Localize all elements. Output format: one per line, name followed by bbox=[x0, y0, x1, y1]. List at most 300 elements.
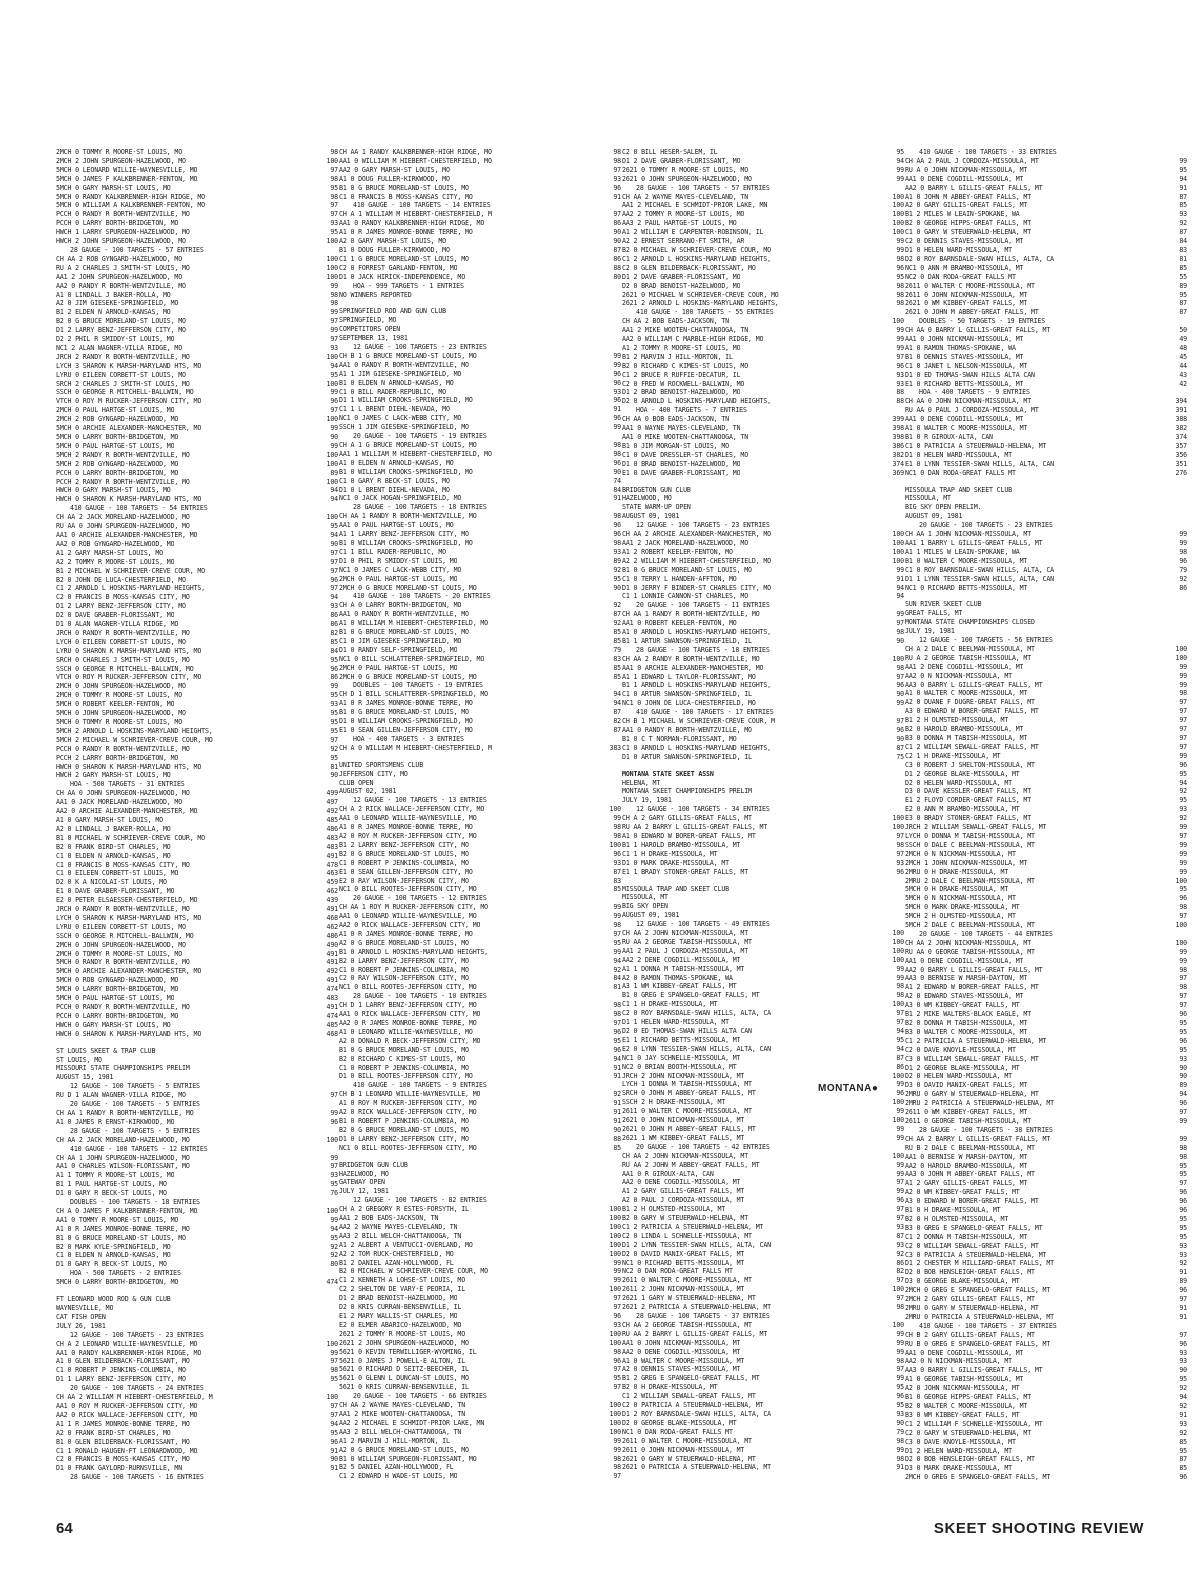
result-text: 20 GAUGE - 100 TARGETS - 42 ENTRIES bbox=[636, 1142, 770, 1151]
result-score: 99 bbox=[330, 1348, 338, 1357]
result-text: MONTANA SKEET CHAMPIONSHIPS PRELIM bbox=[622, 787, 752, 796]
result-score: 85 bbox=[1179, 1437, 1187, 1446]
result-text: 2621 0 PATRICIA A STEUERWALD-HELENA, MT bbox=[622, 1463, 771, 1472]
result-line bbox=[622, 326, 904, 335]
result-score: 99 bbox=[330, 308, 338, 317]
result-text: 5MCH 0 H DRAKE-MISSOULA, MT bbox=[905, 885, 1009, 894]
result-line bbox=[622, 859, 904, 868]
result-score: 357 bbox=[1175, 441, 1187, 450]
result-text: CH AA 2 PAUL J CORDOZA-MISSOULA, MT bbox=[905, 156, 1039, 165]
result-text: RU AA 2 JOHN M ABBEY-GREAT FALLS, MT bbox=[622, 1160, 760, 1169]
section-line bbox=[622, 494, 904, 503]
result-score: 459 bbox=[326, 878, 338, 887]
result-score: 100 bbox=[326, 352, 338, 361]
result-score: 100 bbox=[892, 317, 904, 326]
result-text: A1 1 TOMMY R MOORE-ST LOUIS, MO bbox=[56, 1171, 175, 1180]
result-line bbox=[622, 1267, 904, 1276]
result-text: C2 0 FRED W ROCKWELL-BALLWIN, MO bbox=[622, 379, 745, 388]
result-line bbox=[56, 923, 338, 932]
result-line bbox=[339, 1223, 621, 1232]
result-line bbox=[905, 743, 1187, 752]
result-text: NC2 0 DAN RODA-GREAT FALLS MT bbox=[905, 272, 1016, 281]
result-line bbox=[905, 246, 1187, 255]
result-line bbox=[622, 291, 904, 300]
result-text: 12 GAUGE - 100 TARGETS - 49 ENTRIES bbox=[636, 920, 770, 929]
result-line bbox=[905, 663, 1187, 672]
result-line bbox=[56, 1455, 338, 1464]
result-score: 99 bbox=[1179, 867, 1187, 876]
result-score: 98 bbox=[896, 1356, 904, 1365]
result-line bbox=[339, 521, 621, 530]
result-score: 394 bbox=[1175, 397, 1187, 406]
result-text: AA2 0 N NICKMAN-MISSOULA, MT bbox=[905, 671, 1012, 680]
result-text: A3 0 EDWARD W BORER-GREAT FALLS, MT bbox=[905, 1197, 1039, 1206]
result-text: AA2 0 RANDY R BORTH-WENTZVILLE, MO bbox=[56, 281, 186, 290]
result-text: CH AA 2 WAYNE MAYES-CLEVELAND, TN bbox=[339, 1401, 466, 1410]
result-text: B1 0 ROBERT P JENKINS-COLUMBIA, MO bbox=[339, 1116, 469, 1125]
result-text: NC1 0 JAMES C LACK-WEBB CITY, MO bbox=[339, 414, 462, 423]
result-score: 96 bbox=[896, 1196, 904, 1205]
result-line bbox=[905, 282, 1187, 291]
result-text: CH B 1 MICHAEL W SCHRIEVER-CREVE COUR, M bbox=[622, 717, 775, 726]
result-score: 82 bbox=[613, 717, 621, 726]
result-score: 96 bbox=[330, 397, 338, 406]
result-line bbox=[56, 531, 338, 540]
result-line bbox=[56, 495, 338, 504]
result-score: 96 bbox=[613, 369, 621, 378]
result-text: B1 0 JIM MORGAN-ST LOUIS, MO bbox=[622, 441, 729, 450]
result-text: 5MCH 0 TOMMY R MOORE-ST LOUIS, MO bbox=[56, 718, 183, 726]
result-text: AA2 0 N NICKMAN-MISSOULA, MT bbox=[905, 1357, 1012, 1366]
result-score: 96 bbox=[330, 1117, 338, 1126]
result-line bbox=[905, 184, 1187, 193]
result-score: 95 bbox=[330, 691, 338, 700]
result-text: AA1 0 ROY M RUCKER-JEFFERSON CITY, MO bbox=[56, 1401, 198, 1410]
result-score: 97 bbox=[896, 1214, 904, 1223]
result-line bbox=[56, 941, 338, 950]
result-score: 93 bbox=[896, 1222, 904, 1231]
result-text: A1 0 JAMES R ERNST-KIRKWOOD, MO bbox=[56, 1117, 175, 1126]
section-line bbox=[56, 1056, 338, 1065]
result-text: 2MCH 0 GREG E SPANGELO-GREAT FALLS, MT bbox=[905, 1473, 1051, 1482]
result-text: D2 0 KRIS CURRAN-BENSENVILLE, IL bbox=[339, 1303, 462, 1312]
result-text: RU D 1 ALAN WAGNER-VILLA RIDGE, MO bbox=[56, 1091, 186, 1100]
result-score: 92 bbox=[613, 601, 621, 610]
result-line bbox=[622, 539, 904, 548]
result-text: CH D 1 LARRY BENZ-JEFFERSON CITY, MO bbox=[339, 1001, 477, 1010]
result-line bbox=[339, 246, 621, 255]
result-line bbox=[56, 1003, 338, 1012]
result-score: 100 bbox=[1175, 653, 1187, 662]
result-line bbox=[56, 397, 338, 406]
result-text: AUGUST 09, 1981 bbox=[622, 911, 680, 920]
result-text: D1 0 BRAD BENOIST-HAZELWOOD, MO bbox=[622, 459, 741, 468]
result-line bbox=[56, 362, 338, 371]
result-text: D3 0 GEORGE BLAKE-MISSOULA, MT bbox=[905, 1277, 1020, 1286]
result-score: 90 bbox=[613, 1125, 621, 1134]
result-text: A1 2 GARY MARSH-ST LOUIS, MO bbox=[56, 548, 163, 557]
result-line bbox=[905, 689, 1187, 698]
result-text: MONTANA STATE SKEET ASSN bbox=[622, 769, 714, 778]
result-score: 96 bbox=[1179, 894, 1187, 903]
result-text: B1 0 GEORGE HIPPS-GREAT FALLS, MT bbox=[905, 1393, 1032, 1402]
section-line bbox=[339, 316, 621, 325]
result-line bbox=[622, 415, 904, 424]
result-text: 5MCH 2 ROB GYNGARD-HAZELWOOD, MO bbox=[56, 459, 179, 468]
result-line bbox=[905, 166, 1187, 175]
result-line bbox=[339, 1010, 621, 1019]
result-text: D1 2 DAVE GRABER-FLORISSANT, MO bbox=[622, 156, 741, 165]
result-line bbox=[622, 1161, 904, 1170]
result-text: 5MCH 0 JAMES F KALKBRENNER-FENTON, MO bbox=[56, 174, 198, 183]
result-text: RU B 2 DALE C BEELMAN-MISSOULA, MT bbox=[905, 1143, 1035, 1152]
result-line bbox=[339, 193, 621, 202]
result-text: B2 0 G BRUCE MORELAND-ST LOUIS, MO bbox=[339, 1125, 469, 1134]
result-line bbox=[905, 983, 1187, 992]
section-line bbox=[622, 521, 904, 530]
result-text: A1 1 LARRY BENZ-JEFFERSON CITY, MO bbox=[339, 530, 469, 539]
result-score: 100 bbox=[609, 1418, 621, 1427]
result-text: 28 GAUGE - 100 TARGETS - 16 ENTRIES bbox=[70, 1473, 204, 1482]
result-score: 100 bbox=[1175, 876, 1187, 885]
result-text: AA3 2 BILL WELCH-CHATTANOOGA, TN bbox=[339, 1427, 462, 1436]
section-line bbox=[339, 201, 621, 210]
result-text: A1 0 GEORGE TABISH-MISSOULA, MT bbox=[905, 1375, 1024, 1384]
result-score: 94 bbox=[613, 690, 621, 699]
result-text: 2621 0 JOHN M ABBEY-GREAT FALLS, MT bbox=[905, 308, 1039, 317]
result-score: 43 bbox=[1179, 370, 1187, 379]
result-text: A3 1 WM KIBBEY-GREAT FALLS, MT bbox=[622, 982, 737, 991]
result-line bbox=[622, 371, 904, 380]
result-score: 92 bbox=[1179, 1384, 1187, 1393]
result-text: HAZELWOOD, MO bbox=[622, 494, 672, 503]
result-text: CH AA 0 JOHN NICKMAN-MISSOULA, MT bbox=[905, 397, 1032, 406]
result-text: AA2 2 MICHAEL E SCHMIDT-PRIOR LAKE, MN bbox=[339, 1418, 485, 1427]
result-line bbox=[622, 1392, 904, 1401]
section-line bbox=[905, 636, 1187, 645]
result-text: HOA - 400 TARGETS - 9 ENTRIES bbox=[919, 388, 1030, 397]
result-line bbox=[339, 850, 621, 859]
result-text: 2MRU 2 DALE C BEELMAN-MISSOULA, MT bbox=[905, 876, 1035, 885]
result-text: SUN RIVER SKEET CLUB bbox=[905, 600, 982, 609]
result-score: 100 bbox=[609, 1231, 621, 1240]
result-line bbox=[622, 938, 904, 947]
result-text: AA1 2 MIKE WOOTEN-CHATTANOOGA, TN bbox=[622, 326, 749, 335]
section-line bbox=[622, 770, 904, 779]
result-line bbox=[56, 1162, 338, 1171]
result-text: AA1 0 LEONARD WILLIE-WAYNESVILLE, MO bbox=[339, 814, 477, 823]
result-text: AA1 2 JACK MORELAND-HAZELWOOD, MO bbox=[622, 538, 749, 547]
section-line bbox=[905, 618, 1187, 627]
result-line bbox=[56, 1216, 338, 1225]
result-line bbox=[622, 451, 904, 460]
result-score: 94 bbox=[330, 495, 338, 504]
result-text: CH AA 2 JACK MORELAND-HAZELWOOD, MO bbox=[56, 513, 190, 522]
section-line bbox=[905, 494, 1187, 503]
result-line bbox=[905, 1393, 1187, 1402]
result-line bbox=[622, 193, 904, 202]
result-text: A2 0 FRANK BIRD-ST CHARLES, MO bbox=[56, 1428, 171, 1437]
result-line bbox=[622, 1285, 904, 1294]
result-line bbox=[56, 700, 338, 709]
result-line bbox=[622, 929, 904, 938]
result-score: 98 bbox=[896, 1454, 904, 1463]
result-score: 98 bbox=[896, 1436, 904, 1445]
result-text: 28 GAUGE - 100 TARGETS - 57 ENTRIES bbox=[636, 183, 770, 192]
result-score: 95 bbox=[613, 574, 621, 583]
result-score: 356 bbox=[1175, 450, 1187, 459]
result-text: A2 0 LINDALL J BAKER-ROLLA, MO bbox=[56, 824, 171, 833]
result-score: 100 bbox=[892, 547, 904, 556]
result-line bbox=[339, 939, 621, 948]
result-score: 97 bbox=[1179, 725, 1187, 734]
result-score: 99 bbox=[613, 1276, 621, 1285]
result-text: C3 0 DAVE KNOYLE-MISSOULA, MT bbox=[905, 1437, 1016, 1446]
result-line bbox=[56, 665, 338, 674]
result-line bbox=[56, 201, 338, 210]
section-line bbox=[622, 646, 904, 655]
result-text: AA2 0 GARY MARSH-ST LOUIS, MO bbox=[339, 165, 450, 174]
result-text: HWCH 2 JOHN SPURGEON-HAZELWOOD, MO bbox=[56, 237, 186, 246]
result-line bbox=[339, 610, 621, 619]
result-score: 96 bbox=[896, 1392, 904, 1401]
result-line bbox=[339, 966, 621, 975]
result-text: 2MCH 1 JOHN NICKMAN-MISSOULA, MT bbox=[905, 858, 1028, 867]
result-text: C1 0 FRANCIS B MOSS-KANSAS CITY, MO bbox=[56, 860, 190, 869]
result-text: A1 2 MARVIN J HILL-MORTON, IL bbox=[339, 1436, 450, 1445]
result-text: NC1 0 BILL ROOTES-JEFFERSON CITY, MO bbox=[339, 885, 477, 894]
result-text: RU A 0 JOHN NICKMAN-MISSOULA, MT bbox=[905, 165, 1028, 174]
result-score: 93 bbox=[896, 379, 904, 388]
result-score: 89 bbox=[1179, 1277, 1187, 1286]
result-line bbox=[339, 441, 621, 450]
result-line bbox=[56, 415, 338, 424]
result-text: 2MCH 2 JOHN SPURGEON-HAZELWOOD, MO bbox=[56, 156, 186, 165]
result-text: 410 GAUGE - 100 TARGETS - 54 ENTRIES bbox=[70, 504, 208, 513]
result-line bbox=[622, 1054, 904, 1063]
result-score: 95 bbox=[330, 1375, 338, 1384]
result-line bbox=[339, 361, 621, 370]
result-text: SSCH 0 GEORGE R MITCHELL-BALLWIN, MO bbox=[56, 931, 194, 940]
result-line bbox=[339, 1472, 621, 1481]
result-line bbox=[622, 1036, 904, 1045]
result-score: 45 bbox=[1179, 352, 1187, 361]
result-score: 94 bbox=[896, 592, 904, 601]
result-score: 462 bbox=[326, 887, 338, 896]
result-line bbox=[56, 816, 338, 825]
result-score: 98 bbox=[613, 1463, 621, 1472]
result-text: AA3 0 JOHN M ABBEY-GREAT FALLS, MT bbox=[905, 1170, 1035, 1179]
result-text: 20 GAUGE - 100 TARGETS - 44 ENTRIES bbox=[919, 929, 1053, 938]
result-text: PCCH 0 LARRY BORTH-BRIDGETON, MO bbox=[56, 1011, 179, 1020]
result-line bbox=[622, 246, 904, 255]
section-line bbox=[339, 1170, 621, 1179]
result-text: CH AA 0 JOHN SPURGEON-HAZELWOOD, MO bbox=[56, 789, 190, 798]
result-line bbox=[905, 921, 1187, 930]
result-text: A2 0 DONALD R BECK-JEFFERSON CITY, MO bbox=[339, 1036, 481, 1045]
result-line bbox=[339, 1437, 621, 1446]
result-line bbox=[56, 647, 338, 656]
result-line bbox=[905, 539, 1187, 548]
result-text: D1 2 BRAD BENOIST-HAZELWOOD, MO bbox=[339, 1294, 458, 1303]
result-text: 2MCH 0 GREG E SPANGELO-GREAT FALLS, MT bbox=[905, 1286, 1051, 1295]
result-line bbox=[339, 486, 621, 495]
result-score: 94 bbox=[330, 593, 338, 602]
result-text: JULY 26, 1981 bbox=[56, 1321, 106, 1330]
result-score: 95 bbox=[1179, 1170, 1187, 1179]
result-score: 96 bbox=[1179, 1339, 1187, 1348]
result-score: 100 bbox=[892, 1000, 904, 1009]
result-text: 5MCH 0 GARY MARSH-ST LOUIS, MO bbox=[56, 183, 171, 192]
result-text: 12 GAUGE - 100 TARGETS - 23 ENTRIES bbox=[636, 521, 770, 530]
result-text: SSCH 2 H DRAKE-MISSOULA, MT bbox=[622, 1098, 726, 1107]
result-score: 96 bbox=[1179, 1473, 1187, 1482]
result-score: 99 bbox=[1179, 1134, 1187, 1143]
result-text: AA2 2 TOMMY R MOORE-ST LOUIS, MO bbox=[622, 210, 745, 219]
result-text: B1 0 ARNOLD L HOSKINS-MARYLAND HEIGHTS, bbox=[339, 947, 488, 956]
result-line bbox=[622, 592, 904, 601]
result-line bbox=[339, 859, 621, 868]
result-line bbox=[56, 549, 338, 558]
result-text: 20 GAUGE - 100 TARGETS - 5 ENTRIES bbox=[70, 1100, 200, 1109]
result-text: B2 0 GEORGE HIPPS-GREAT FALLS, MT bbox=[905, 219, 1032, 228]
result-text: JRCH 2 RANDY R BORTH-WENTZVILLE, MO bbox=[56, 352, 190, 361]
result-text: B1 0 G BRUCE MORELAND-ST LOUIS, MO bbox=[339, 183, 469, 192]
result-text: 2MCH 2 ROB GYNGARD-HAZELWOOD, MO bbox=[56, 415, 179, 424]
result-score: 91 bbox=[330, 1446, 338, 1455]
result-text: MONTANA STATE CHAMPIONSHIPS CLOSED bbox=[905, 618, 1035, 627]
result-score: 100 bbox=[892, 210, 904, 219]
result-score: 93 bbox=[330, 700, 338, 709]
result-text: E1 0 SEAN GILLEN-JEFFERSON CITY, MO bbox=[339, 867, 473, 876]
result-score: 98 bbox=[613, 1347, 621, 1356]
result-text: JULY 12, 1981 bbox=[339, 1187, 389, 1196]
result-text: A1 2 ALBERT A VENTUCCI-OVERLAND, MO bbox=[339, 1240, 473, 1249]
section-line bbox=[622, 486, 904, 495]
result-score: 100 bbox=[609, 1205, 621, 1214]
result-score: 91 bbox=[330, 1464, 338, 1473]
result-text: B1 0 G BRUCE MORELAND-ST LOUIS, MO bbox=[339, 708, 469, 717]
result-text: 5MCH 0 LEONARD WILLIE-WAYNESVILLE, MO bbox=[56, 165, 198, 174]
result-text: 2MCH 0 PAUL HARTGE-ST LOUIS, MO bbox=[56, 406, 175, 415]
result-text: SRCH 0 JOHN M ABBEY-GREAT FALLS, MT bbox=[622, 1089, 756, 1098]
section-line bbox=[56, 246, 338, 255]
result-score: 100 bbox=[892, 937, 904, 946]
result-line bbox=[56, 1447, 338, 1456]
result-line bbox=[622, 1187, 904, 1196]
result-text: UNITED SPORTSMENS CLUB bbox=[339, 760, 424, 769]
result-line bbox=[56, 291, 338, 300]
magazine-title: SKEET SHOOTING REVIEW bbox=[933, 1520, 1144, 1537]
result-score: 55 bbox=[1179, 272, 1187, 281]
result-text: E2 0 RAY WILSON-JEFFERSON CITY, MO bbox=[339, 876, 469, 885]
result-text: CH AA 1 JOHN NICKMAN-MISSOULA, MT bbox=[905, 530, 1032, 539]
result-line bbox=[339, 912, 621, 921]
result-score: 474 bbox=[326, 1011, 338, 1020]
result-score: 90 bbox=[613, 583, 621, 592]
result-line bbox=[622, 841, 904, 850]
result-score: 97 bbox=[1179, 1295, 1187, 1304]
result-score: 99 bbox=[1179, 823, 1187, 832]
result-line bbox=[339, 1108, 621, 1117]
result-line bbox=[56, 299, 338, 308]
result-text: SSCH 0 GEORGE R MITCHELL-BALLWIN, MO bbox=[56, 664, 194, 673]
result-line bbox=[622, 362, 904, 371]
result-text: STATE WARM-UP OPEN bbox=[622, 503, 691, 512]
result-score: 99 bbox=[330, 388, 338, 397]
result-line bbox=[905, 1179, 1187, 1188]
result-line bbox=[56, 371, 338, 380]
result-text: 2611 0 WALTER C MOORE-MISSOULA, MT bbox=[622, 1107, 752, 1116]
result-score: 100 bbox=[609, 1427, 621, 1436]
result-line bbox=[339, 352, 621, 361]
result-score: 87 bbox=[613, 867, 621, 876]
result-line bbox=[339, 1064, 621, 1073]
result-score: 48 bbox=[1179, 343, 1187, 352]
result-score: 98 bbox=[896, 290, 904, 299]
result-line bbox=[56, 424, 338, 433]
result-line bbox=[905, 1259, 1187, 1268]
result-score: 87 bbox=[1179, 308, 1187, 317]
result-score: 90 bbox=[896, 690, 904, 699]
result-score: 99 bbox=[613, 903, 621, 912]
result-text: A1 0 R JAMES MONROE-BONNE TERRE, MO bbox=[339, 699, 473, 708]
result-text: D2 0 ROY BARNSDALE-SWAN HILLS, ALTA, CA bbox=[905, 254, 1054, 263]
result-text: 2621 0 JOHN SPURGEON-HAZELWOOD, MO bbox=[622, 174, 752, 183]
result-line bbox=[56, 344, 338, 353]
result-score: 95 bbox=[330, 228, 338, 237]
result-text: 2MCH 0 TOMMY R MOORE-ST LOUIS, MO bbox=[56, 148, 183, 156]
result-text: HWCH 0 SHARON K MARSH-MARYLAND HTS, MO bbox=[56, 1029, 202, 1038]
result-score: 99 bbox=[896, 343, 904, 352]
result-line bbox=[339, 450, 621, 459]
result-line bbox=[339, 1428, 621, 1437]
result-score: 80 bbox=[613, 272, 621, 281]
result-text: D1 2 BRAD BENOIST-HAZELWOOD, MO bbox=[622, 388, 741, 397]
result-line bbox=[622, 610, 904, 619]
result-text: D1 0 LARRY BENZ-JEFFERSON CITY, MO bbox=[339, 1134, 469, 1143]
result-text: CH AA 1 RANDY R BORTH-WENTZVILLE, MO bbox=[622, 610, 760, 619]
result-line bbox=[339, 1357, 621, 1366]
section-line bbox=[622, 1143, 904, 1152]
result-text: E1 0 RICHARD BETTS-MISSOULA, MT bbox=[905, 379, 1024, 388]
result-text: NC1 0 JAY SCHNELLE-MISSOULA, MT bbox=[622, 1053, 741, 1062]
section-line bbox=[622, 308, 904, 317]
result-score: 391 bbox=[1175, 406, 1187, 415]
result-text: RU AA 0 PAUL J CORDOZA-MISSOULA, MT bbox=[905, 406, 1039, 415]
result-line bbox=[339, 1276, 621, 1285]
result-score: 99 bbox=[896, 1169, 904, 1178]
result-line bbox=[622, 1410, 904, 1419]
result-text: C2 0 GLEN BILDERBACK-FLORISSANT, MO bbox=[622, 263, 756, 272]
result-line bbox=[56, 843, 338, 852]
result-text: B3 0 DONNA M TABISH-MISSOULA, MT bbox=[905, 734, 1028, 742]
result-line bbox=[339, 726, 621, 735]
result-score: 95 bbox=[330, 183, 338, 192]
result-score: 99 bbox=[896, 1124, 904, 1133]
result-text: 5MCH 0 PAUL HARTGE-ST LOUIS, MO bbox=[56, 994, 175, 1003]
section-line bbox=[56, 1198, 338, 1207]
result-text: A1 0 EDWARD W BORER-GREAT FALLS, MT bbox=[622, 831, 756, 840]
result-score: 463 bbox=[326, 869, 338, 878]
result-score: 382 bbox=[892, 450, 904, 459]
result-line bbox=[339, 619, 621, 628]
result-line bbox=[622, 1241, 904, 1250]
result-text: A1 0 GARY MARSH-ST LOUIS, MO bbox=[56, 815, 163, 824]
result-score: 100 bbox=[609, 1338, 621, 1347]
result-text: C1 2 KENNETH A LOHSE-ST LOUIS, MO bbox=[339, 1276, 466, 1285]
result-score: 99 bbox=[896, 610, 904, 619]
